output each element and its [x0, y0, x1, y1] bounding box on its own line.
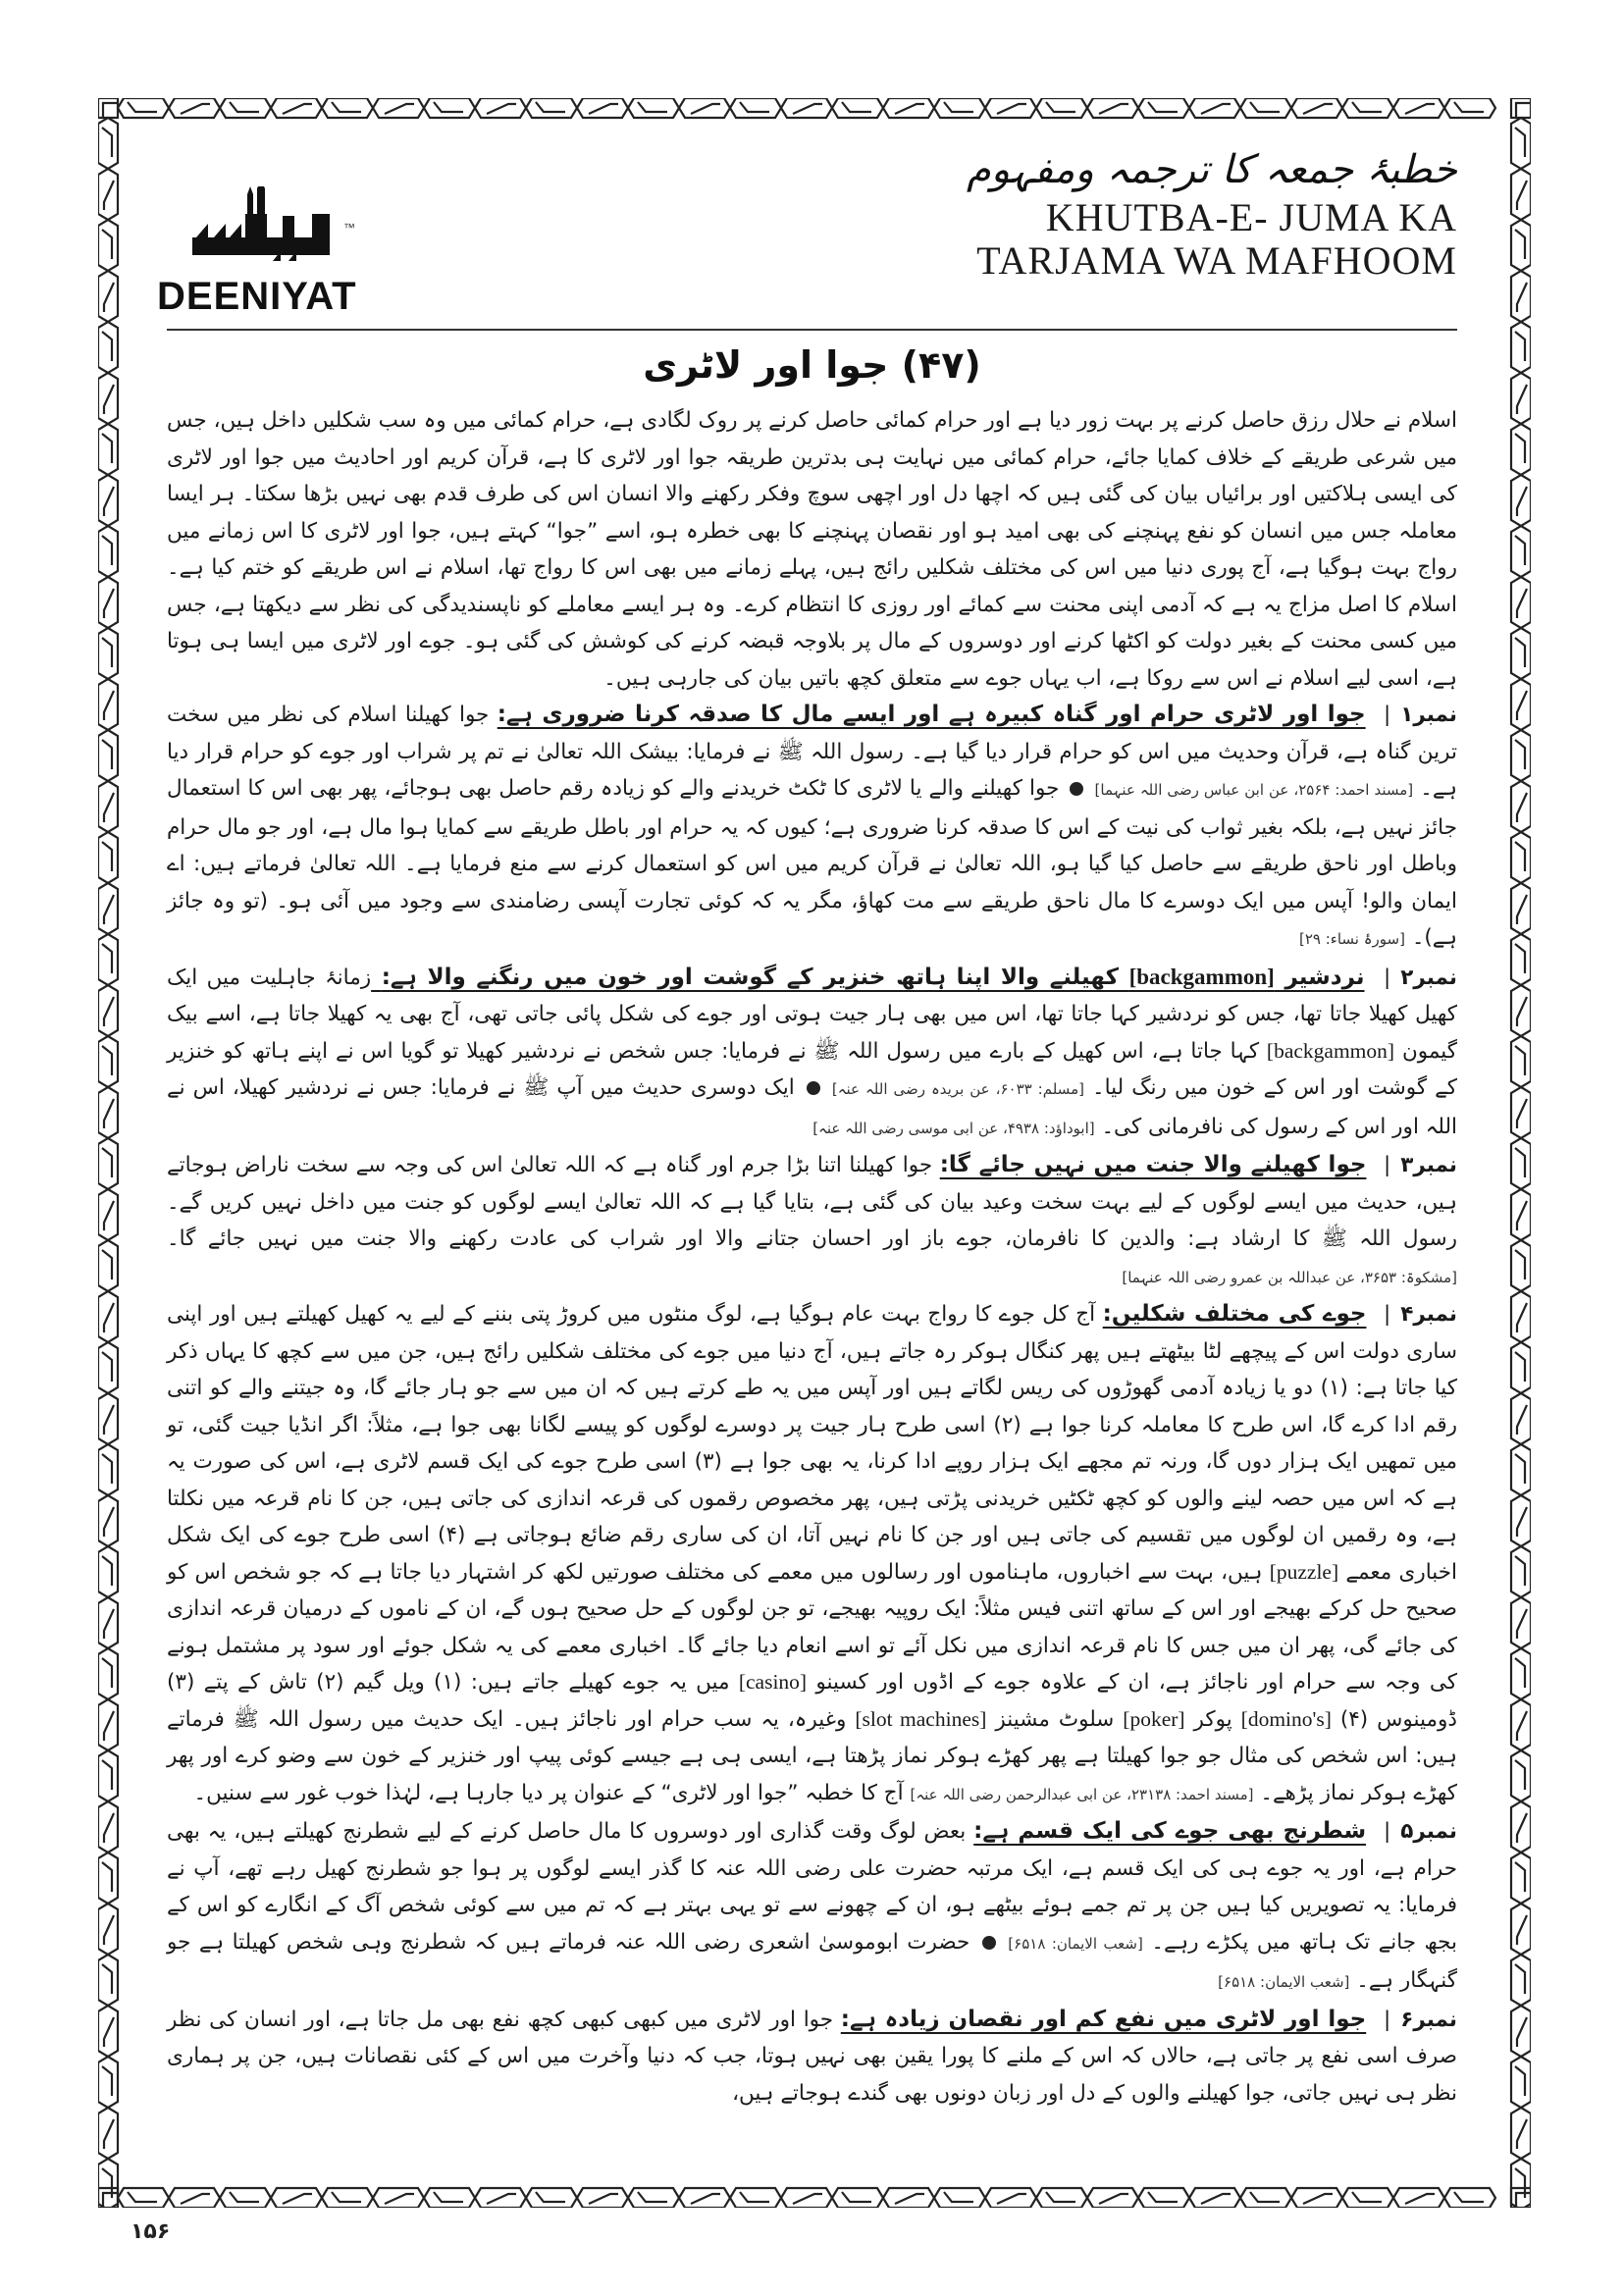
border-segment: [526, 2188, 577, 2208]
section-separator: |: [1383, 2007, 1391, 2032]
section-3: [167, 1147, 1457, 1296]
border-segment: [934, 98, 985, 118]
border-segment: [832, 2188, 883, 2208]
border-segment: [1515, 1352, 1525, 1382]
border-segment: [1511, 1444, 1531, 1495]
border-segment: [104, 1915, 114, 1945]
border-segment: [1511, 1546, 1531, 1597]
border-segment: [104, 691, 114, 720]
border-segment: [181, 104, 210, 114]
border-segment: [1515, 842, 1525, 871]
hadith-reference: [مسلم: ۶۰۳۳، عن بریدہ رضی اللہ عنہ]: [831, 1080, 1084, 1098]
border-segment: [1511, 1955, 1531, 2006]
border-segment: [895, 104, 924, 114]
section-heading: جوا کھیلنے والا جنت میں نہیں جائے گا:: [939, 1152, 1367, 1177]
border-segment: [1511, 934, 1531, 985]
border-segment: [98, 1955, 118, 2006]
border-segment: [104, 1099, 114, 1128]
border-segment: [1511, 424, 1531, 475]
border-segment: [1303, 104, 1333, 114]
border-segment: [934, 2188, 985, 2208]
border-segment: [102, 944, 112, 973]
border-segment: [1511, 1036, 1531, 1087]
border-segment: [1138, 98, 1189, 118]
border-segment: [1515, 1454, 1525, 1484]
border-segment: [1511, 628, 1531, 679]
border-segment: [1515, 1046, 1525, 1075]
border-segment: [691, 104, 720, 114]
border-segment: [1148, 2192, 1178, 2202]
section-text-b: کہا جاتا ہے، اس کھیل کے بارے میں رسول اللہ ﷺ نے فرمایا: جس شخص نے نردشیر کھیلا تو گویا اس نے اپنے ہاتھ کو خنزیر کے گوشت اور اس کے خون میں رنگ لیا۔: [167, 1038, 1457, 1100]
border-segment: [793, 2194, 822, 2204]
hadith-reference: [مسند احمد: ۲۳۱۳۸، عن ابی عبدالرحمن رضی اللہ عنہ]: [910, 1785, 1254, 1803]
hadith-reference-2: [شعب الایمان: ۶۵۱۸]: [1218, 1973, 1350, 1991]
border-segment: [1515, 638, 1525, 667]
border-segment: [1517, 793, 1527, 822]
border-segment: [1511, 2159, 1531, 2208]
border-segment: [98, 526, 118, 577]
border-segment: [385, 2194, 414, 2204]
border-segment: [98, 1036, 118, 1087]
section-text-f: وغیرہ، یہ سب حرام اور ناجائز ہیں۔ ایک حدیث میں رسول اللہ ﷺ فرماتے ہیں: اس شخص کی مثال جو جوا کھیلتا ہے پھر کھڑے ہوکر نماز پڑھتا ہے، ایسی ہی ہے جیسے کوئی پیپ اور خنزیر کے خون سے وضو کرے اور پھر کھڑے ہوکر نماز پڑھے۔: [167, 1706, 1457, 1805]
border-segment: [104, 1507, 114, 1537]
border-segment: [385, 104, 414, 114]
border-segment: [1515, 1250, 1525, 1279]
trademark-symbol: ™: [343, 221, 355, 235]
border-segment: [487, 104, 516, 114]
border-segment: [1148, 102, 1178, 112]
border-segment: [1515, 1658, 1525, 1688]
border-segment: [102, 1046, 112, 1075]
border-segment: [1511, 322, 1531, 373]
border-segment: [1515, 434, 1525, 463]
section-text-c: میں یہ جوے کھیلے جاتے ہیں: (۱) ویل گیم (۲) تاش کے پتے (۳) ڈومینوس: [167, 1670, 1457, 1732]
border-segment: [1046, 102, 1075, 112]
border-segment: [1454, 2192, 1484, 2202]
border-segment: [102, 230, 112, 259]
border-segment: [104, 2017, 114, 2047]
border-segment: [1405, 104, 1435, 114]
border-segment: [98, 1342, 118, 1393]
border-segment: [104, 895, 114, 924]
border-segment: [1444, 98, 1495, 118]
section-text: جوا کھیلنا اسلام کی نظر میں سخت ترین گناہ ہے، قرآن وحدیث میں اس کو حرام قرار دیا گیا ہے۔ رسول اللہ ﷺ نے فرمایا: بیشک اللہ تعالیٰ نے تم پر شراب اور جوے کو حرام قرار دیا ہے۔: [167, 703, 1458, 801]
border-segment: [1240, 2188, 1291, 2208]
border-segment: [1517, 1201, 1527, 1230]
page-content: [137, 137, 1487, 2168]
border-segment: [1511, 1750, 1531, 1801]
section-text: بعض لوگ وقت گذاری اور دوسروں کا مال حاصل کرنے کے لیے شطرنج کھیلتے ہیں، یہ بھی حرام ہے، اور یہ جوے ہی کی ایک قسم ہے، ایک مرتبہ حضرت علی رضی اللہ عنہ کا گذر ایسے لوگوں پر ہوا جو شطرنج کھیل رہے تھے، آپ نے فرمایا: یہ تصویریں کیا ہیں جن پر تم جمے ہوئے بیٹھے ہو، ان کے چھونے سے تو یہی بہتر ہے کہ تم میں سے کوئی شخص آگ کے انگارے کو اس کے بجھ جانے تک ہاتھ میں پکڑے رہے۔: [167, 1819, 1457, 1955]
logo-wordmark: DEENIYAT: [157, 275, 357, 318]
heading-english-term: [backgammon]: [1128, 964, 1275, 989]
border-segment: [1511, 832, 1531, 883]
border-segment: [98, 628, 118, 679]
border-segment: [1201, 2194, 1231, 2204]
border-segment: [1515, 1964, 1525, 1994]
border-segment: [1454, 102, 1484, 112]
section-text-continued: حضرت ابوموسیٰ اشعری رضی اللہ عنہ فرماتے ہیں کہ شطرنج وہی شخص کھیلتا ہے جو گنہگار ہے۔: [167, 1929, 1457, 1993]
border-segment: [1036, 98, 1087, 118]
border-segment: [536, 102, 565, 112]
border-segment: [1511, 1648, 1531, 1699]
border-segment: [589, 104, 618, 114]
border-segment: [332, 102, 361, 112]
border-segment: [103, 103, 118, 118]
border-segment: [104, 2119, 114, 2149]
border-segment: [98, 1648, 118, 1699]
border-segment: [322, 2188, 373, 2208]
section-2: [167, 959, 1457, 1148]
border-segment: [1342, 2188, 1393, 2208]
border-segment: [102, 1556, 112, 1586]
english-term-poker: [poker]: [1123, 1706, 1185, 1731]
border-segment: [1515, 1862, 1525, 1892]
border-segment: [424, 98, 475, 118]
section-6: [167, 2002, 1457, 2113]
header-english-line-2: TARJAMA WA MAFHOOM: [976, 238, 1457, 283]
border-segment: [944, 2192, 973, 2202]
border-segment: [1517, 895, 1527, 924]
section-heading: جوا اور لاٹری میں نفع کم اور نقصان زیادہ ہے:: [840, 2006, 1367, 2032]
border-segment: [434, 102, 463, 112]
border-segment: [102, 128, 112, 157]
border-segment: [102, 434, 112, 463]
border-segment: [1515, 1148, 1525, 1177]
border-segment: [102, 1148, 112, 1177]
border-segment: [589, 2194, 618, 2204]
border-segment: [1511, 730, 1531, 781]
border-segment: [793, 104, 822, 114]
border-segment: [1405, 2194, 1435, 2204]
border-segment: [1517, 1609, 1527, 1639]
bullet-icon: [1070, 782, 1083, 796]
border-segment: [1511, 1852, 1531, 1904]
border-segment: [102, 638, 112, 667]
section-heading: شطرنج بھی جوے کی ایک قسم ہے:: [973, 1818, 1367, 1844]
article-body: [167, 402, 1457, 2112]
hadith-reference: [شعب الایمان: ۶۵۱۸]: [1008, 1934, 1143, 1953]
border-segment: [98, 220, 118, 271]
border-segment: [98, 2159, 118, 2208]
english-term: [backgammon]: [1266, 1038, 1395, 1063]
section-text-continued: آج کا خطبہ ”جوا اور لاٹری“ کے عنوان پر دیا جارہا ہے، لہٰذا خوب غور سے سنیں۔: [193, 1780, 904, 1805]
border-segment: [102, 2066, 112, 2096]
border-segment: [1517, 1405, 1527, 1435]
border-segment: [1517, 589, 1527, 618]
border-segment: [1517, 1303, 1527, 1332]
border-segment: [98, 1852, 118, 1904]
border-segment: [104, 793, 114, 822]
section-separator: |: [1383, 1302, 1391, 1327]
border-segment: [944, 102, 973, 112]
border-segment: [102, 1352, 112, 1382]
section-heading: جوا اور لاٹری حرام اور گناہ کبیرہ ہے اور ایسے مال کا صدقہ کرنا ضروری ہے:: [497, 702, 1366, 727]
hadith-reference: [مسند احمد: ۲۵۶۴، عن ابن عباس رضی اللہ عنہما]: [1094, 781, 1414, 799]
border-segment: [104, 1201, 114, 1230]
border-segment: [1515, 128, 1525, 157]
border-segment: [1517, 283, 1527, 312]
border-segment: [128, 102, 157, 112]
border-segment: [283, 104, 312, 114]
border-segment: [638, 102, 667, 112]
border-segment: [1517, 1507, 1527, 1537]
header-divider: [167, 329, 1457, 331]
border-segment: [102, 332, 112, 361]
english-term-dominos: [domino's]: [1240, 1706, 1332, 1731]
border-segment: [1099, 2194, 1128, 2204]
border-segment: [842, 2192, 871, 2202]
border-segment: [98, 424, 118, 475]
section-text: جوا کھیلنا اتنا بڑا جرم اور گناہ ہے کہ اللہ تعالیٰ اس کی وجہ سے سخت ناراض ہوجاتے ہیں، حدیث میں ایسے لوگوں کے لیے بہت سخت وعید بیان کی گئی ہے، بتایا گیا ہے کہ اللہ تعالیٰ ایسے لوگوں کو جنت میں داخل نہیں کریں گے۔ رسول اللہ ﷺ کا ارشاد ہے: والدین کا نافرمان، جوے باز اور احسان جتانے والا اور شراب کی عادت رکھنے والا جنت میں نہیں جائے گا۔: [167, 1153, 1457, 1251]
border-segment: [98, 98, 118, 118]
hadith-reference: [مشکوۃ: ۳۶۵۳، عن عبداللہ بن عمرو رضی اللہ عنہما]: [1122, 1268, 1457, 1286]
section-separator: |: [1383, 703, 1391, 727]
header-english-line-1: KHUTBA-E- JUMA KA: [1045, 195, 1457, 239]
section-5: [167, 1813, 1457, 2002]
border-segment: [1511, 1342, 1531, 1393]
section-text: آج کل جوے کا رواج بہت عام ہوگیا ہے، لوگ منٹوں میں کروڑ پتی بننے کے لیے یہ کھیل کھیلتے ہیں اور اپنی ساری دولت اس کے پیچھے لٹا بیٹھتے ہیں پھر کنگال ہوکر رہ جاتے ہیں، آج دنیا میں جوے کی مختلف شکلیں رائج ہیں، جن میں سے کچھ کا یہاں ذکر کیا جاتا ہے: (۱) دو یا زیادہ آدمی گھوڑوں کی ریس لگاتے ہیں اور آپس میں یہ طے کرتے ہیں کہ ان میں سے جو ہار جائے گا، وہ جیتنے والے کو اتنی رقم ادا کرے گا، اس طرح کا معاملہ کرنا جوا ہے (۲) اسی طرح ہار جیت پر دوسرے لوگوں کو پیسے لگانا بھی جوا ہے، مثلاً: اگر انڈیا جیت گئی، تو میں تمھیں ایک ہزار دوں گا، ورنہ تم مجھے ایک ہزار روپے ادا کرنا، یہ بھی جوا ہے (۳) اسی طرح جوے کی ایک قسم لاٹری ہے، اس کی صورت یہ ہے کہ اس میں حصہ لینے والوں کو کچھ ٹکٹیں خریدنی پڑتی ہیں، پھر مخصوص رقموں کی قرعہ اندازی کی جاتی ہیں، جن کا نام قرعہ میں نکلتا ہے، وہ رقمیں ان لوگوں میں تقسیم کی جاتی ہیں اور جن کا نام نہیں آتا، ان کی ساری رقم ضائع ہوجاتی ہے (۴) اسی طرح جوے کی ایک شکل اخباری معمے: [167, 1302, 1457, 1585]
border-segment: [1517, 487, 1527, 516]
section-number: نمبر۳: [1400, 1153, 1457, 1177]
bullet-icon: [807, 1081, 820, 1095]
border-segment: [1240, 98, 1291, 118]
border-segment: [1511, 1240, 1531, 1291]
border-segment: [118, 98, 169, 118]
mosque-minaret-logo-icon: [186, 186, 343, 265]
english-term-casino: [casino]: [738, 1670, 808, 1694]
border-segment: [1342, 98, 1393, 118]
section-text-b: ہیں، بہت سے اخباروں، ماہناموں اور رسالوں میں معمے کی مختلف صورتیں لکھ کر اشتہار دیا جاتا ہے کہ جو شخص اس کو صحیح حل کرکے بھیجے اور اس کے ساتھ اتنی فیس مثلاً: ایک روپیہ بھیجے، تو جن لوگوں کے حل صحیح ہوں گے، ان کے ناموں کے درمیان قرعہ اندازی کی جائے گی، پھر ان میں جس کا نام قرعہ اندازی میں نکل آئے تو اسے انعام دیا جائے گا۔ اخباری معمے کی یہ شکل جوئے اور سود پر مشتمل ہونے کی وجہ سے حرام اور ناجائز ہے، ان کے علاوہ جوے کے اڈوں اور کسینو: [167, 1559, 1457, 1695]
section-4: [167, 1296, 1457, 1813]
border-segment: [1250, 2192, 1280, 2202]
border-segment: [1515, 944, 1525, 973]
border-segment: [220, 98, 271, 118]
border-segment: [104, 1813, 114, 1843]
border-segment: [98, 1240, 118, 1291]
intro-paragraph: اسلام نے حلال رزق حاصل کرنے پر بہت زور دیا ہے اور حرام کمائی حاصل کرنے پر روک لگادی ہے، حرام کمائی میں وہ سب شکلیں داخل ہیں، جس میں شرعی طریقے کے خلاف کمایا جائے، حرام کمائی میں نہایت ہی بدترین طریقہ جوا اور لاٹری کا ہے، قرآن کریم اور احادیث میں جوا اور لاٹری کی ایسی ہلاکتیں اور برائیاں بیان کی گئی ہیں کہ اچھا دل اور اچھی سوچ وفکر رکھنے والا انسان اس کی طرف قدم بھی نہیں بڑھا سکتا۔ ہر ایسا معاملہ جس میں انسان کو نفع پہنچنے کی بھی امید ہو اور نقصان پہنچنے کا بھی خطرہ ہو، اسے ”جوا“ کہتے ہیں، جوا اور لاٹری کا اس زمانے میں رواج بہت ہوگیا ہے، آج پوری دنیا میں اس کی مختلف شکلیں رائج ہیں، پہلے زمانے میں بھی اس کا رواج تھا، اسلام نے اس طریقے کو ختم کیا ہے۔ اسلام کا اصل مزاج یہ ہے کہ آدمی اپنی محنت سے کمائے اور روزی کا انتظام کرے۔ وہ ہر ایسے معاملے کو ناپسندیدگی کی نظر سے دیکھتا ہے، جس میں کسی محنت کے بغیر دولت کو اکٹھا کرنے اور دوسروں کے مال پر بلاوجہ قبضہ کرنے کی کوشش کی گئی ہو۔ جوے اور لاٹری میں ایسا ہی ہوتا ہے، اسی لیے اسلام نے اس سے روکا ہے، اب یہاں جوے سے متعلق کچھ باتیں بیان کی جارہی ہیں۔: [167, 408, 1457, 691]
english-term-puzzle: [puzzle]: [1269, 1559, 1339, 1584]
border-segment: [1515, 2066, 1525, 2096]
section-number: نمبر۶: [1400, 2007, 1457, 2032]
border-segment: [98, 832, 118, 883]
border-segment: [98, 730, 118, 781]
section-number: نمبر۴: [1400, 1302, 1457, 1327]
border-segment: [691, 2194, 720, 2204]
border-segment: [1036, 2188, 1087, 2208]
border-segment: [1511, 526, 1531, 577]
border-segment: [102, 536, 112, 565]
section-text-d: (۴) پوکر: [1193, 1706, 1369, 1732]
border-segment: [98, 118, 118, 169]
border-segment: [98, 1546, 118, 1597]
border-segment: [98, 322, 118, 373]
page-header: [967, 147, 1457, 283]
border-segment: [220, 2188, 271, 2208]
border-segment: [526, 98, 577, 118]
border-segment: [102, 1964, 112, 1994]
border-segment: [1511, 98, 1531, 118]
border-segment: [1517, 997, 1527, 1026]
border-segment: [487, 2194, 516, 2204]
border-segment: [118, 2188, 169, 2208]
section-separator: |: [1383, 1819, 1391, 1844]
border-segment: [1517, 385, 1527, 414]
section-text: زمانۂ جاہلیت میں ایک کھیل کھیلا جاتا تھا، جس کو نردشیر کہا جاتا تھا، اس میں بھی ہار جیت ہوتی اور جوے کی شکل پائی جاتی تھی، آج بھی یہ کھیلا جاتا ہے، اسے بیک گیمون: [167, 965, 1457, 1064]
border-segment: [104, 997, 114, 1026]
border-segment: [102, 1250, 112, 1279]
border-segment: [102, 740, 112, 769]
border-segment: [628, 2188, 679, 2208]
header-urdu-title: خطبۂ جمعہ کا ترجمہ ومفہوم: [966, 147, 1457, 192]
section-text-e: سلوٹ مشینز: [995, 1706, 1115, 1732]
border-segment: [740, 102, 769, 112]
border-segment: [842, 102, 871, 112]
hadith-reference-2: [ابوداؤد: ۴۹۳۸، عن ابی موسی رضی اللہ عنہ]: [812, 1119, 1095, 1137]
section-separator: |: [1383, 965, 1391, 990]
section-heading: جوے کی مختلف شکلیں:: [1102, 1301, 1367, 1327]
bullet-icon: [982, 1936, 996, 1950]
border-segment: [181, 2194, 210, 2204]
border-segment: [230, 2192, 259, 2202]
border-segment: [1352, 2192, 1382, 2202]
section-1: [167, 697, 1457, 959]
border-segment: [104, 385, 114, 414]
border-segment: [1352, 102, 1382, 112]
border-segment: [104, 283, 114, 312]
border-segment: [1515, 230, 1525, 259]
border-segment: [102, 1862, 112, 1892]
border-segment: [1517, 1711, 1527, 1741]
border-segment: [1515, 536, 1525, 565]
border-segment: [997, 2194, 1026, 2204]
border-segment: [1517, 2119, 1527, 2149]
border-segment: [638, 2192, 667, 2202]
section-number: نمبر۲: [1400, 965, 1457, 990]
border-segment: [997, 104, 1026, 114]
border-segment: [1250, 102, 1280, 112]
border-segment: [1444, 2188, 1495, 2208]
section-heading: [371, 965, 1364, 990]
border-segment: [102, 1454, 112, 1484]
border-segment: [895, 2194, 924, 2204]
border-segment: [1517, 691, 1527, 720]
border-segment: [104, 487, 114, 516]
border-segment: [102, 1760, 112, 1790]
border-segment: [1515, 1556, 1525, 1586]
border-segment: [1517, 1915, 1527, 1945]
quran-reference: [سورۂ نساء: ۲۹]: [1299, 930, 1405, 948]
border-segment: [1201, 104, 1231, 114]
border-segment: [104, 1609, 114, 1639]
section-number: نمبر۵: [1400, 1819, 1457, 1844]
border-segment: [1515, 332, 1525, 361]
border-segment: [832, 98, 883, 118]
border-segment: [628, 98, 679, 118]
border-segment: [102, 1658, 112, 1688]
border-segment: [283, 2194, 312, 2204]
border-segment: [104, 1405, 114, 1435]
border-segment: [730, 2188, 781, 2208]
border-segment: [1516, 103, 1531, 118]
border-segment: [1511, 220, 1531, 271]
heading-part-1: نردشیر: [1284, 964, 1365, 990]
border-segment: [1138, 2188, 1189, 2208]
chapter-title: (۴۷) جوا اور لاٹری: [643, 343, 981, 387]
section-separator: |: [1383, 1153, 1391, 1177]
border-segment: [128, 2192, 157, 2202]
border-segment: [102, 842, 112, 871]
border-segment: [434, 2192, 463, 2202]
page-number: ۱۵۶: [131, 2219, 171, 2244]
border-segment: [98, 934, 118, 985]
border-segment: [1517, 2017, 1527, 2047]
border-segment: [740, 2192, 769, 2202]
english-term-slot-machines: [slot machines]: [855, 1706, 987, 1731]
border-segment: [104, 1711, 114, 1741]
border-segment: [322, 98, 373, 118]
border-segment: [230, 102, 259, 112]
border-segment: [1511, 118, 1531, 169]
border-segment: [1303, 2194, 1333, 2204]
border-segment: [1515, 740, 1525, 769]
border-segment: [730, 98, 781, 118]
border-segment: [332, 2192, 361, 2202]
border-segment: [104, 181, 114, 210]
border-segment: [98, 2057, 118, 2108]
border-segment: [104, 589, 114, 618]
section-number: نمبر۱: [1400, 703, 1457, 727]
border-segment: [1046, 2192, 1075, 2202]
section-text-continued: جوا کھیلنے والے یا لاٹری کا ٹکٹ خریدنے والے کو زیادہ رقم حاصل بھی ہوجائے، پھر بھی اس کا استعمال جائز نہیں ہے، بلکہ بغیر ثواب کی نیت کے اس کا صدقہ کرنا ضروری ہے؛ کیوں کہ یہ حرام اور باطل طریقے سے کمایا ہوا مال ہے، اور جو مال حرام وباطل اور ناحق طریقے سے حاصل کیا گیا ہو، اللہ تعالیٰ نے قرآن کریم میں اس کو استعمال کرنے سے منع فرمایا ہے۔ اللہ تعالیٰ فرماتے ہیں: اے ایمان والو! آپس میں ایک دوسرے کا مال ناحق طریقے سے مت کھاؤ، مگر یہ کہ کوئی تجارت آپسی رضامندی سے وجود میں آئی ہو۔ (تو وہ جائز ہے)۔: [167, 776, 1457, 950]
border-segment: [98, 1138, 118, 1189]
heading-part-2: کھیلنے والا اپنا ہاتھ خنزیر کے گوشت اور خون میں رنگنے والا ہے:: [381, 964, 1119, 990]
border-segment: [104, 1303, 114, 1332]
border-segment: [1515, 1760, 1525, 1790]
deeniyat-logo: [157, 186, 393, 319]
border-segment: [1517, 1813, 1527, 1843]
border-segment: [424, 2188, 475, 2208]
section-text-continued: ایک دوسری حدیث میں آپ ﷺ نے فرمایا: جس نے نردشیر کھیلا، اس نے اللہ اور اس کے رسول کی نافرمانی کی۔: [167, 1075, 1457, 1139]
border-segment: [1517, 1099, 1527, 1128]
border-segment: [1517, 181, 1527, 210]
border-segment: [98, 1444, 118, 1495]
border-segment: [98, 1750, 118, 1801]
border-segment: [1511, 2057, 1531, 2108]
border-segment: [536, 2192, 565, 2202]
border-segment: [1511, 1138, 1531, 1189]
section-text: جوا اور لاٹری میں کبھی کبھی کچھ نفع بھی مل جاتا ہے، اور انسان کی نظر صرف اسی نفع پر جاتی ہے، حالاں کہ اس کے ملنے کا پورا یقین بھی نہیں ہوتا، جب کہ دنیا وآخرت میں اس کے کئی نقصانات ہیں، جن پر ہماری نظر ہی نہیں جاتی، جوا کھیلنے والوں کے دل اور زبان دونوں بھی گندے ہوجاتے ہیں،: [167, 2007, 1457, 2106]
border-segment: [1099, 104, 1128, 114]
